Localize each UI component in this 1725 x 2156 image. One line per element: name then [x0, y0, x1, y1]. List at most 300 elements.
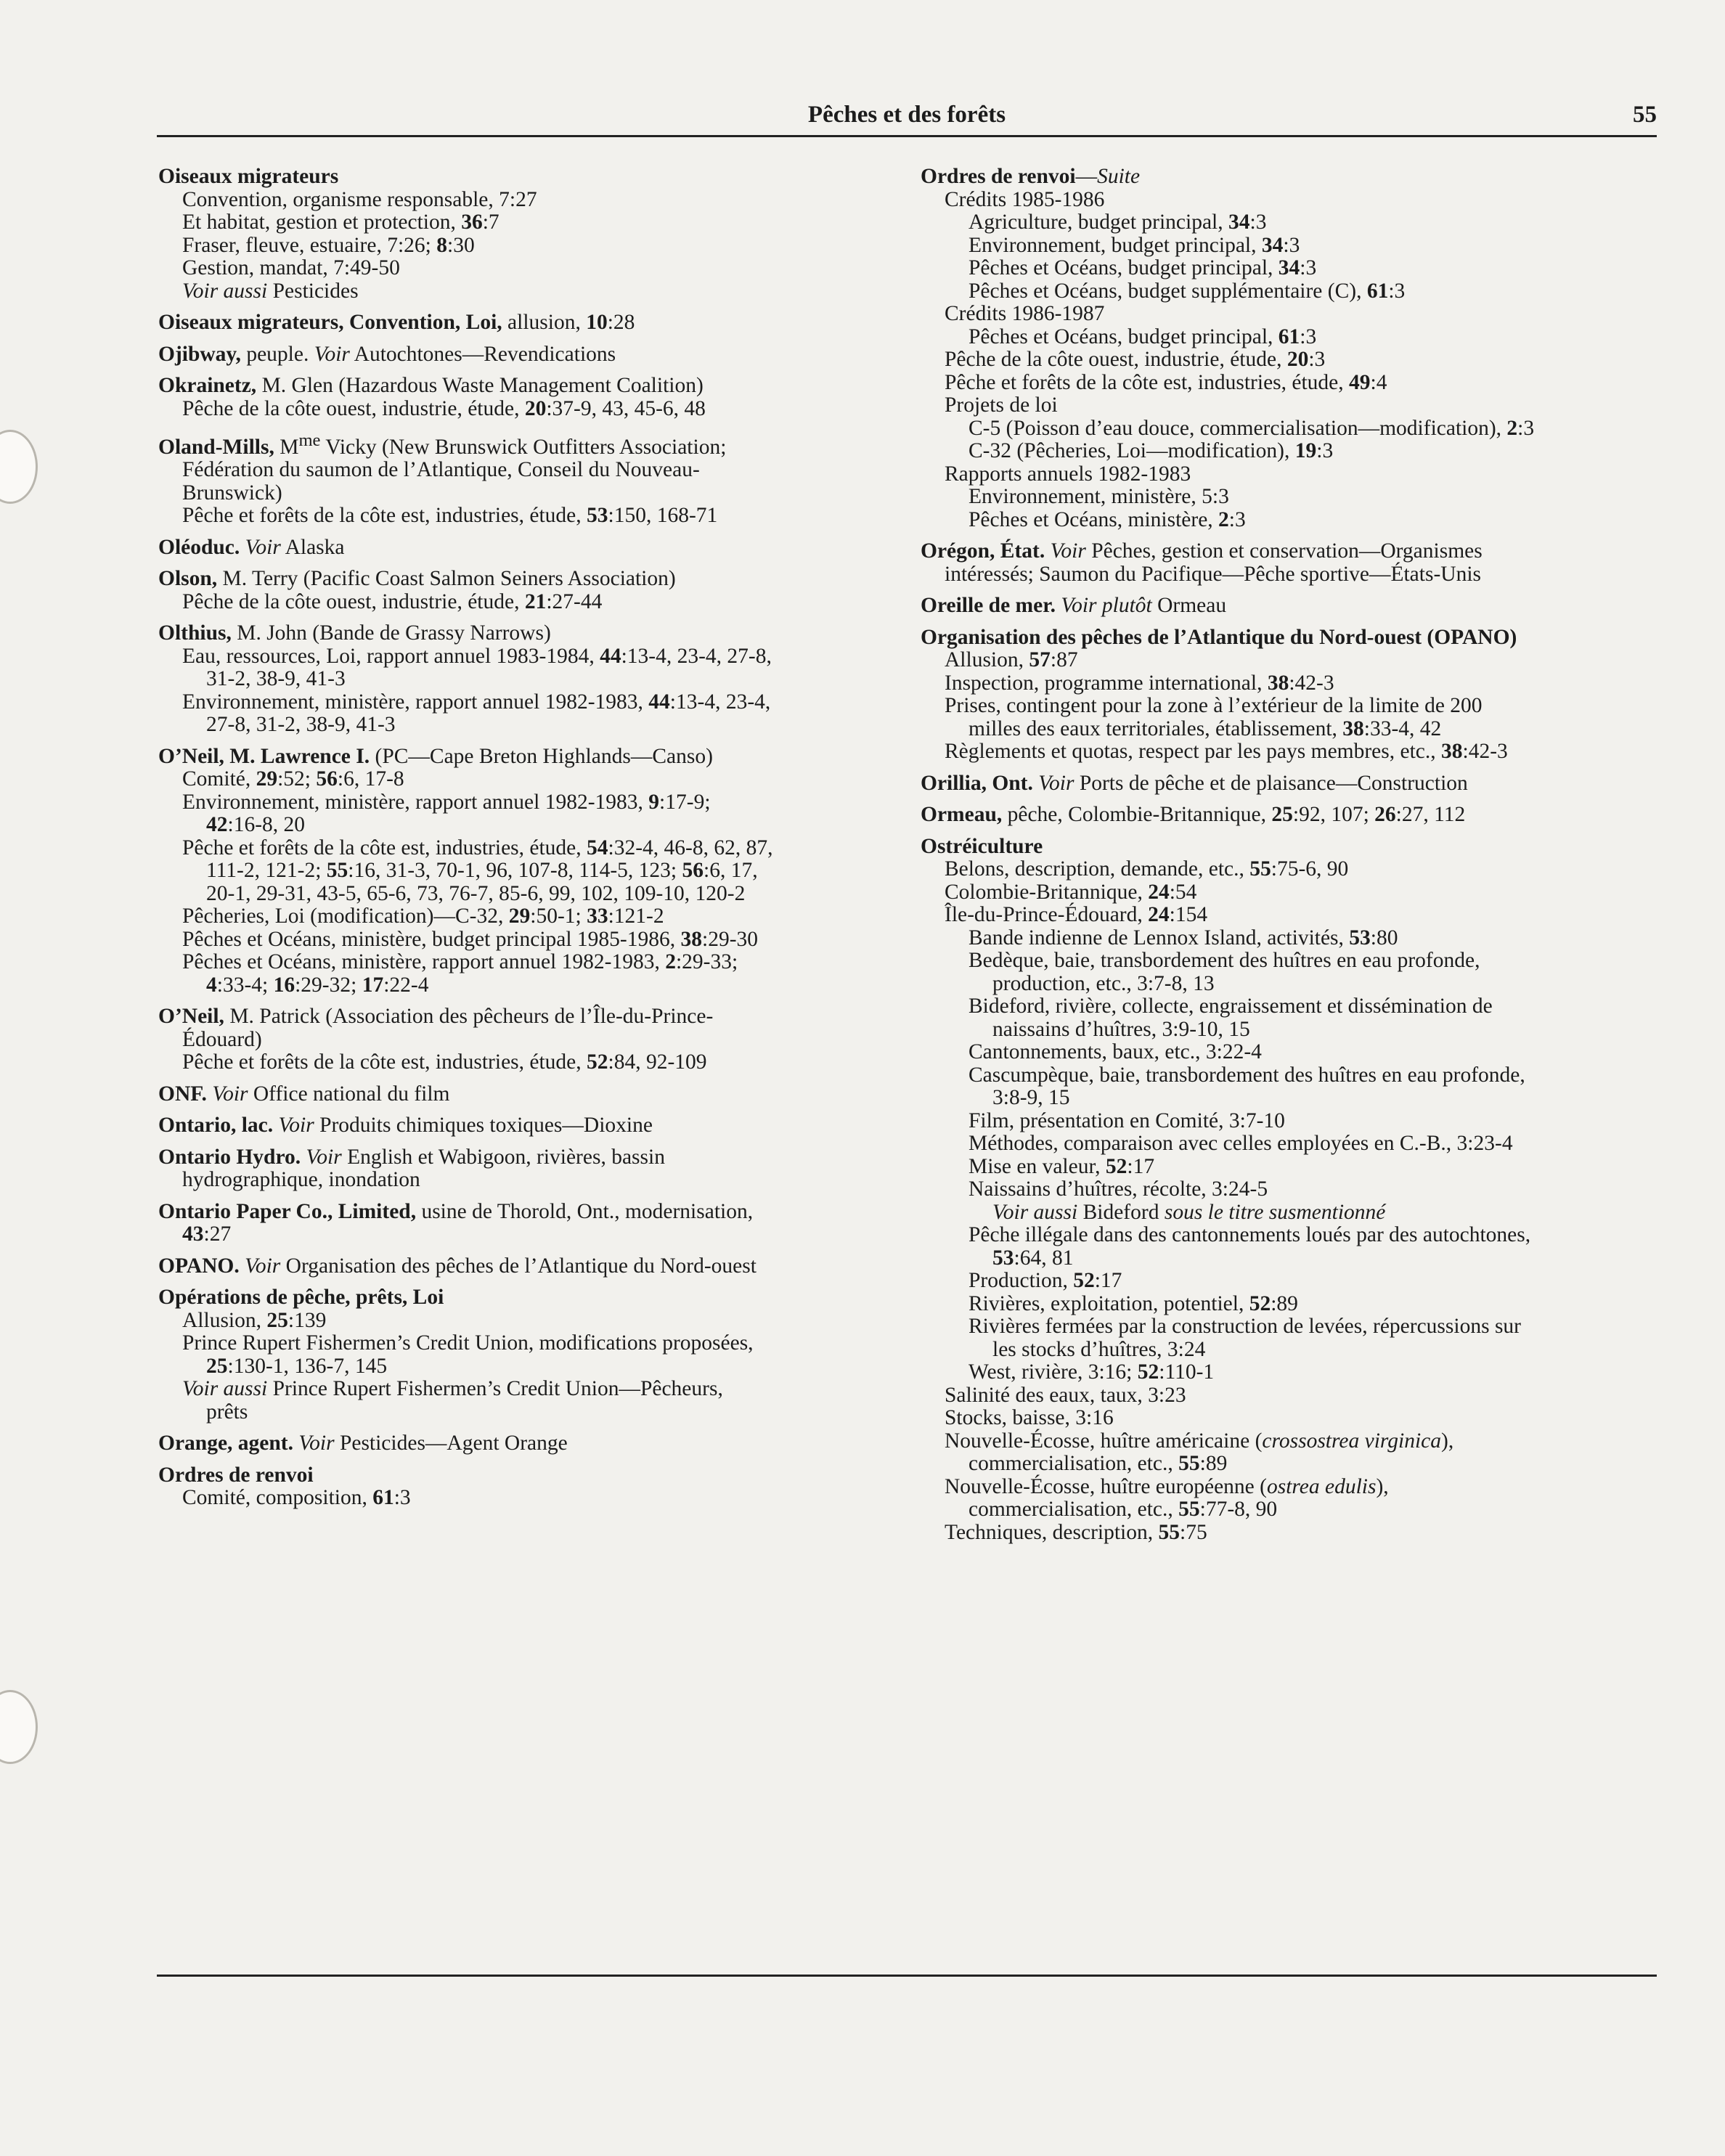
text-segment: 29	[508, 905, 531, 928]
text-segment: Comité, composition,	[182, 1486, 373, 1510]
text-segment: Ostréiculture	[921, 834, 1043, 858]
text-segment: 34	[1228, 211, 1250, 234]
text-segment: :84, 92-109	[608, 1050, 707, 1074]
index-line-continuation	[158, 714, 913, 737]
text-segment: :3	[1228, 507, 1246, 531]
text-segment	[273, 1114, 278, 1137]
text-segment: Oléoduc.	[158, 535, 240, 559]
index-subentry	[158, 951, 913, 974]
index-subentry	[921, 1110, 1668, 1133]
text-segment: Pêches et Océans, budget principal,	[968, 256, 1279, 279]
index-entry	[158, 1005, 913, 1074]
index-entry	[158, 1201, 913, 1246]
text-segment: :80	[1370, 926, 1398, 950]
text-segment: pêche, Colombie-Britannique,	[1002, 803, 1272, 826]
index-heading	[921, 804, 1668, 827]
index-entry	[158, 1083, 913, 1106]
text-segment: Voir aussi	[182, 279, 268, 303]
text-segment: :3	[1308, 348, 1326, 371]
text-segment: 4	[206, 973, 217, 997]
text-segment: 55	[326, 859, 348, 883]
index-heading	[158, 1201, 913, 1224]
index-line-continuation	[921, 718, 1668, 741]
text-segment: Pêche de la côte ouest, industrie, étude,	[945, 348, 1287, 371]
text-segment: :6, 17-8	[337, 767, 404, 791]
index-subentry	[158, 211, 913, 234]
text-segment: :3	[1388, 279, 1406, 303]
text-segment: :150, 168-71	[608, 504, 718, 528]
text-segment: Salinité des eaux, taux, 3:23	[945, 1383, 1186, 1407]
text-segment: :42-3	[1289, 671, 1334, 695]
text-segment: Environnement, ministère, rapport annuel 1982-1983,	[182, 690, 649, 714]
text-segment	[240, 536, 245, 559]
index-heading	[158, 375, 913, 398]
index-subentry	[921, 463, 1668, 486]
text-segment: 17	[362, 973, 384, 997]
text-segment: Bande indienne de Lennox Island, activités,	[968, 926, 1350, 950]
text-segment: :30	[447, 233, 475, 257]
text-segment: OPANO.	[158, 1254, 240, 1278]
text-segment: Nouvelle-Écosse, huître européenne (	[945, 1474, 1267, 1498]
text-segment: Voir	[278, 1114, 314, 1138]
index-subentry	[158, 505, 913, 528]
index-subentry	[921, 1201, 1668, 1225]
text-segment: :130-1, 136-7, 145	[227, 1354, 388, 1378]
text-segment: les stocks d’huîtres, 3:24	[992, 1337, 1206, 1361]
index-subentry	[158, 189, 913, 212]
index-line-continuation	[158, 668, 913, 691]
text-segment: hydrographique, inondation	[182, 1168, 420, 1192]
text-segment: 54	[587, 836, 608, 859]
text-segment: M. Patrick (Association des pêcheurs de l’Île-du-Prince-	[224, 1005, 714, 1029]
text-segment: :89	[1199, 1452, 1228, 1475]
index-entry	[158, 311, 913, 335]
text-segment: Pêche de la côte ouest, industrie, étude,	[182, 589, 525, 613]
index-line-continuation	[158, 482, 913, 505]
index-subentry	[921, 509, 1668, 532]
index-entry	[158, 429, 913, 528]
text-segment: 52	[587, 1050, 608, 1074]
index-subentry	[921, 1315, 1668, 1339]
text-segment: 10	[586, 311, 608, 334]
text-segment: :54	[1169, 880, 1197, 904]
text-segment: Ontario, lac.	[158, 1114, 274, 1138]
text-segment: Pêche de la côte ouest, industrie, étude,	[182, 396, 525, 420]
text-segment: :3	[1300, 324, 1317, 348]
text-segment: Film, présentation en Comité, 3:7-10	[968, 1108, 1285, 1132]
text-segment: Projets de loi	[945, 393, 1058, 417]
text-segment: :13-4, 23-4,	[669, 690, 771, 714]
text-segment: 44	[600, 644, 621, 668]
index-subentry	[921, 740, 1668, 764]
text-segment: Cantonnements, baux, etc., 3:22-4	[968, 1040, 1262, 1063]
index-heading	[158, 1432, 913, 1455]
index-subentry	[921, 649, 1668, 672]
text-segment: Et habitat, gestion et protection,	[182, 211, 462, 234]
index-line-continuation	[921, 1247, 1668, 1270]
text-segment: commercialisation, etc.,	[968, 1498, 1179, 1521]
text-segment: Pêche et forêts de la côte est, industries, étude,	[182, 504, 587, 528]
text-segment: :6, 17,	[704, 859, 758, 883]
text-segment: crossostrea virginica	[1262, 1429, 1442, 1453]
text-segment: Alaska	[280, 535, 345, 559]
text-segment: Voir	[314, 342, 350, 366]
text-segment: :89	[1271, 1291, 1298, 1315]
index-subentry	[158, 1487, 913, 1510]
text-segment: :92, 107;	[1292, 803, 1375, 826]
index-line-continuation	[921, 1498, 1668, 1522]
index-subentry	[921, 950, 1668, 973]
text-segment: 56	[316, 767, 338, 791]
text-segment: :17-9;	[659, 790, 711, 814]
text-segment: Fraser, fleuve, estuaire, 7:26;	[182, 233, 437, 257]
text-segment: :64, 81	[1014, 1246, 1074, 1270]
index-entry	[158, 1286, 913, 1424]
text-segment: M. Glen (Hazardous Waste Management Coalition)	[256, 374, 704, 397]
text-segment: —	[1075, 165, 1098, 188]
text-segment	[301, 1146, 306, 1169]
text-segment: Voir	[245, 535, 281, 559]
text-segment: 53	[1349, 926, 1371, 950]
text-segment	[1045, 539, 1050, 563]
index-subentry	[921, 1224, 1668, 1247]
text-segment: 2	[1506, 416, 1518, 440]
index-heading	[158, 746, 913, 769]
text-segment: Règlements et quotas, respect par les pays membres, etc.,	[945, 740, 1442, 763]
text-segment: 38	[680, 927, 703, 951]
index-heading	[921, 540, 1668, 563]
text-segment: :37-9, 43, 45-6, 48	[546, 396, 706, 420]
index-subentry	[921, 1132, 1668, 1156]
text-segment: O’Neil, M. Lawrence I.	[158, 744, 370, 768]
text-segment: Crédits 1986-1987	[945, 302, 1105, 325]
text-segment: 25	[1271, 803, 1293, 826]
index-subentry	[921, 1522, 1668, 1545]
text-segment: O’Neil,	[158, 1005, 224, 1029]
text-segment: Okrainetz,	[158, 374, 257, 397]
text-segment: :33-4;	[216, 973, 274, 997]
index-subentry	[921, 189, 1668, 212]
text-segment: Rapports annuels 1982-1983	[945, 462, 1191, 486]
text-segment: Naissains d’huîtres, récolte, 3:24-5	[968, 1177, 1268, 1201]
text-segment: Oland-Mills,	[158, 435, 274, 459]
text-segment: :29-33;	[675, 950, 738, 974]
binder-hole	[0, 1690, 38, 1764]
index-heading	[921, 626, 1668, 650]
text-segment: Orillia, Ont.	[921, 771, 1033, 795]
text-segment: commercialisation, etc.,	[968, 1452, 1179, 1475]
text-segment: Ontario Hydro.	[158, 1145, 301, 1169]
text-segment: 55	[1249, 857, 1271, 881]
index-subentry	[158, 691, 913, 714]
text-segment: Environnement, ministère, 5:3	[968, 485, 1229, 508]
index-line-continuation	[921, 1018, 1668, 1042]
index-subentry	[158, 398, 913, 421]
index-subentry	[921, 995, 1668, 1018]
text-segment: :75	[1180, 1520, 1207, 1544]
index-subentry	[921, 257, 1668, 280]
index-entry	[158, 622, 913, 737]
text-segment: :3	[1300, 256, 1317, 279]
text-segment: 52	[1137, 1360, 1159, 1384]
index-subentry	[921, 1476, 1668, 1499]
index-heading	[921, 166, 1668, 189]
index-heading	[158, 429, 913, 459]
index-heading	[158, 1005, 913, 1029]
text-segment: :16-8, 20	[227, 813, 306, 837]
text-segment: Pêches et Océans, budget supplémentaire (C),	[968, 279, 1367, 303]
text-segment: :121-2	[608, 905, 664, 928]
text-segment: Suite	[1097, 165, 1141, 188]
index-entry	[158, 1114, 913, 1138]
index-subentry	[158, 837, 913, 860]
text-segment: Édouard)	[182, 1027, 262, 1051]
text-segment: Gestion, mandat, 7:49-50	[182, 256, 400, 279]
text-segment: Pêches et Océans, ministère, budget principal 1985-1986,	[182, 927, 681, 951]
text-segment: Voir	[298, 1432, 335, 1455]
index-entry	[921, 166, 1668, 531]
index-heading	[921, 595, 1668, 618]
index-line-continuation	[158, 1355, 913, 1379]
text-segment: usine de Thorold, Ont., modernisation,	[416, 1199, 754, 1223]
text-segment: Rivières, exploitation, potentiel,	[968, 1291, 1249, 1315]
text-segment: Pêche et forêts de la côte est, industries, étude,	[945, 370, 1350, 394]
text-segment: Organisation des pêches de l’Atlantique du Nord-ouest	[280, 1254, 757, 1278]
index-line-continuation	[921, 563, 1668, 587]
index-entry	[158, 375, 913, 420]
text-segment: :27, 112	[1395, 803, 1466, 826]
text-segment: Organisation des pêches de l’Atlantique du Nord-ouest (OPANO)	[921, 625, 1517, 649]
text-segment: intéressés; Saumon du Pacifique—Pêche sportive—États-Unis	[945, 562, 1481, 586]
text-segment: Bedèque, baie, transbordement des huîtres en eau profonde,	[968, 949, 1480, 972]
index-line-continuation	[158, 883, 913, 906]
index-entry	[158, 1255, 913, 1278]
index-subentry	[921, 372, 1668, 395]
text-segment: Ordres de renvoi	[921, 165, 1076, 188]
page-number: 55	[1633, 102, 1657, 128]
index-subentry	[158, 645, 913, 669]
text-segment: 26	[1374, 803, 1396, 826]
text-segment: ONF.	[158, 1082, 207, 1106]
index-subentry	[158, 905, 913, 928]
text-segment: Voir	[1038, 771, 1074, 795]
index-entry	[158, 568, 913, 613]
index-subentry	[921, 1361, 1668, 1384]
text-segment: (PC—Cape Breton Highlands—Canso)	[370, 744, 713, 768]
index-heading	[158, 343, 913, 367]
text-segment: me	[298, 430, 321, 450]
text-segment: Opérations de pêche, prêts, Loi	[158, 1286, 444, 1310]
text-segment: Cascumpèque, baie, transbordement des huîtres en eau profonde,	[968, 1063, 1525, 1087]
text-segment: Ordres de renvoi	[158, 1463, 314, 1487]
text-segment: Environnement, ministère, rapport annuel 1982-1983,	[182, 790, 649, 814]
text-segment: Bideford	[1077, 1200, 1165, 1224]
index-subentry	[921, 1156, 1668, 1179]
text-segment: Ojibway,	[158, 342, 241, 366]
index-subentry	[921, 486, 1668, 509]
index-subentry	[921, 672, 1668, 695]
text-segment: 52	[1249, 1291, 1271, 1315]
text-segment: 33	[587, 905, 608, 928]
index-heading	[158, 536, 913, 560]
index-subentry	[921, 904, 1668, 927]
running-header	[157, 99, 1657, 137]
index-subentry	[921, 1064, 1668, 1087]
text-segment: Rivières fermées par la construction de levées, répercussions sur	[968, 1315, 1521, 1338]
text-segment: :3	[1517, 416, 1535, 440]
text-segment: 20-1, 29-31, 43-5, 65-6, 73, 76-7, 85-6, 99, 102, 109-10, 120-2	[206, 881, 746, 905]
index-subentry	[921, 1270, 1668, 1293]
text-segment: Orégon, État.	[921, 539, 1045, 563]
index-subentry	[921, 1178, 1668, 1201]
index-line-continuation	[158, 974, 913, 997]
index-subentry	[158, 1310, 913, 1333]
text-segment: :75-6, 90	[1271, 857, 1349, 881]
text-segment: ),	[1376, 1474, 1389, 1498]
text-segment: Voir	[212, 1082, 248, 1106]
index-subentry	[921, 394, 1668, 417]
index-heading	[158, 1464, 913, 1487]
index-subentry	[158, 591, 913, 614]
index-entry	[921, 836, 1668, 1545]
text-segment: Prises, contingent pour la zone à l’extérieur de la limite de 200	[945, 694, 1483, 717]
text-segment: allusion,	[502, 311, 587, 334]
text-segment: :3	[1283, 233, 1300, 257]
binder-hole	[0, 430, 38, 504]
index-subentry	[158, 234, 913, 258]
index-heading	[158, 1146, 913, 1169]
text-segment	[240, 1254, 245, 1278]
text-segment: prêts	[206, 1400, 248, 1424]
text-segment: :139	[288, 1308, 327, 1332]
index-column-right	[921, 166, 1668, 1553]
text-segment: 34	[1261, 233, 1284, 257]
text-segment: Voir aussi	[182, 1377, 268, 1401]
index-heading	[921, 772, 1668, 796]
text-segment: Brunswick)	[182, 481, 282, 505]
text-segment: 42	[206, 813, 228, 837]
text-segment: Pesticides—Agent Orange	[334, 1432, 568, 1455]
text-segment: Pêche illégale dans des cantonnements loués par des autochtones,	[968, 1223, 1531, 1246]
text-segment: M. John (Bande de Grassy Narrows)	[231, 621, 551, 645]
index-entry	[158, 343, 913, 367]
footer-rule	[157, 1975, 1657, 1977]
text-segment: 8	[436, 233, 447, 257]
index-subentry	[921, 1384, 1668, 1408]
text-segment: Olthius,	[158, 621, 232, 645]
text-segment: Stocks, baisse, 3:16	[945, 1406, 1114, 1429]
text-segment: sous le titre susmentionné	[1164, 1200, 1386, 1224]
page-title: Pêches et des forêts	[807, 102, 1006, 128]
text-segment: Pêches et Océans, ministère, rapport annuel 1982-1983,	[182, 950, 666, 974]
index-subentry	[158, 768, 913, 791]
text-segment: :17	[1127, 1154, 1155, 1178]
text-segment: :42-3	[1462, 740, 1508, 763]
index-entry	[921, 595, 1668, 618]
text-segment: Office national du film	[248, 1082, 450, 1106]
text-segment: Pêches et Océans, ministère,	[968, 507, 1219, 531]
index-subentry	[921, 280, 1668, 303]
text-segment: Bideford, rivière, collecte, engraissement et dissémination de	[968, 995, 1493, 1018]
text-segment: Ormeau	[1151, 594, 1227, 617]
index-subentry	[921, 1407, 1668, 1430]
text-segment: 34	[1278, 256, 1300, 279]
text-segment: Crédits 1985-1986	[945, 187, 1105, 211]
text-segment: Prince Rupert Fishermen’s Credit Union, modifications proposées,	[182, 1331, 754, 1355]
text-segment: 25	[206, 1354, 228, 1378]
text-segment: Belons, description, demande, etc.,	[945, 857, 1250, 881]
index-column-left	[158, 166, 913, 1519]
text-segment: 55	[1178, 1498, 1200, 1521]
text-segment: 53	[587, 504, 608, 528]
text-segment: milles des eaux territoriales, établissement,	[968, 716, 1343, 740]
text-segment: :16, 31-3, 70-1, 96, 107-8, 114-5, 123;	[348, 859, 682, 883]
text-segment: 53	[992, 1246, 1014, 1270]
text-segment: Allusion,	[182, 1308, 267, 1332]
text-segment: C-5 (Poisson d’eau douce, commercialisation—modification),	[968, 416, 1507, 440]
text-segment: :3	[393, 1486, 411, 1510]
text-segment: :29-30	[702, 927, 759, 951]
text-segment: :110-1	[1159, 1360, 1215, 1384]
text-segment: Fédération du saumon de l’Atlantique, Conseil du Nouveau-	[182, 458, 700, 482]
text-segment: 16	[273, 973, 295, 997]
text-segment: peuple.	[240, 342, 314, 366]
text-segment: 36	[461, 211, 483, 234]
text-segment: :4	[1370, 370, 1387, 394]
index-entry	[158, 746, 913, 997]
text-segment: 111-2, 121-2;	[206, 859, 327, 883]
index-subentry	[921, 1293, 1668, 1316]
text-segment: ostrea edulis	[1266, 1474, 1377, 1498]
index-heading	[158, 622, 913, 645]
text-segment: production, etc., 3:7-8, 13	[992, 971, 1215, 995]
text-segment: ),	[1441, 1429, 1454, 1453]
text-segment: C-32 (Pêcheries, Loi—modification),	[968, 439, 1295, 462]
text-segment: 44	[648, 690, 670, 714]
index-entry	[921, 626, 1668, 764]
text-segment: Olson,	[158, 567, 218, 591]
text-segment: Production,	[968, 1269, 1074, 1292]
index-subentry	[921, 1430, 1668, 1453]
text-segment: Environnement, budget principal,	[968, 233, 1262, 257]
text-segment: 29	[256, 767, 278, 791]
text-segment: Pesticides	[267, 279, 359, 303]
text-segment: Eau, ressources, Loi, rapport annuel 1983-1984,	[182, 644, 600, 668]
index-subentry	[158, 1051, 913, 1074]
text-segment: 55	[1158, 1520, 1180, 1544]
index-subentry	[921, 858, 1668, 881]
text-segment: West, rivière, 3:16;	[968, 1360, 1138, 1384]
index-line-continuation	[921, 1453, 1668, 1476]
text-segment: Pêcheries, Loi (modification)—C-32,	[182, 905, 509, 928]
text-segment: Oreille de mer.	[921, 594, 1056, 617]
text-segment: Voir plutôt	[1061, 594, 1152, 617]
text-segment: M. Terry (Pacific Coast Salmon Seiners Association)	[217, 567, 676, 591]
index-subentry	[921, 326, 1668, 349]
text-segment: Comité,	[182, 767, 256, 791]
text-segment: Ormeau,	[921, 803, 1003, 826]
text-segment: Voir aussi	[992, 1200, 1078, 1224]
text-segment: Nouvelle-Écosse, huître américaine (	[945, 1429, 1263, 1453]
text-segment: Techniques, description,	[945, 1520, 1159, 1544]
text-segment: Agriculture, budget principal,	[968, 211, 1228, 234]
text-segment: Vicky (New Brunswick Outfitters Association;	[320, 435, 727, 459]
index-subentry	[158, 257, 913, 280]
text-segment: 61	[1278, 324, 1300, 348]
text-segment: Autochtones—Revendications	[349, 342, 616, 366]
index-line-continuation	[158, 1029, 913, 1052]
text-segment: 3:8-9, 15	[992, 1086, 1070, 1109]
